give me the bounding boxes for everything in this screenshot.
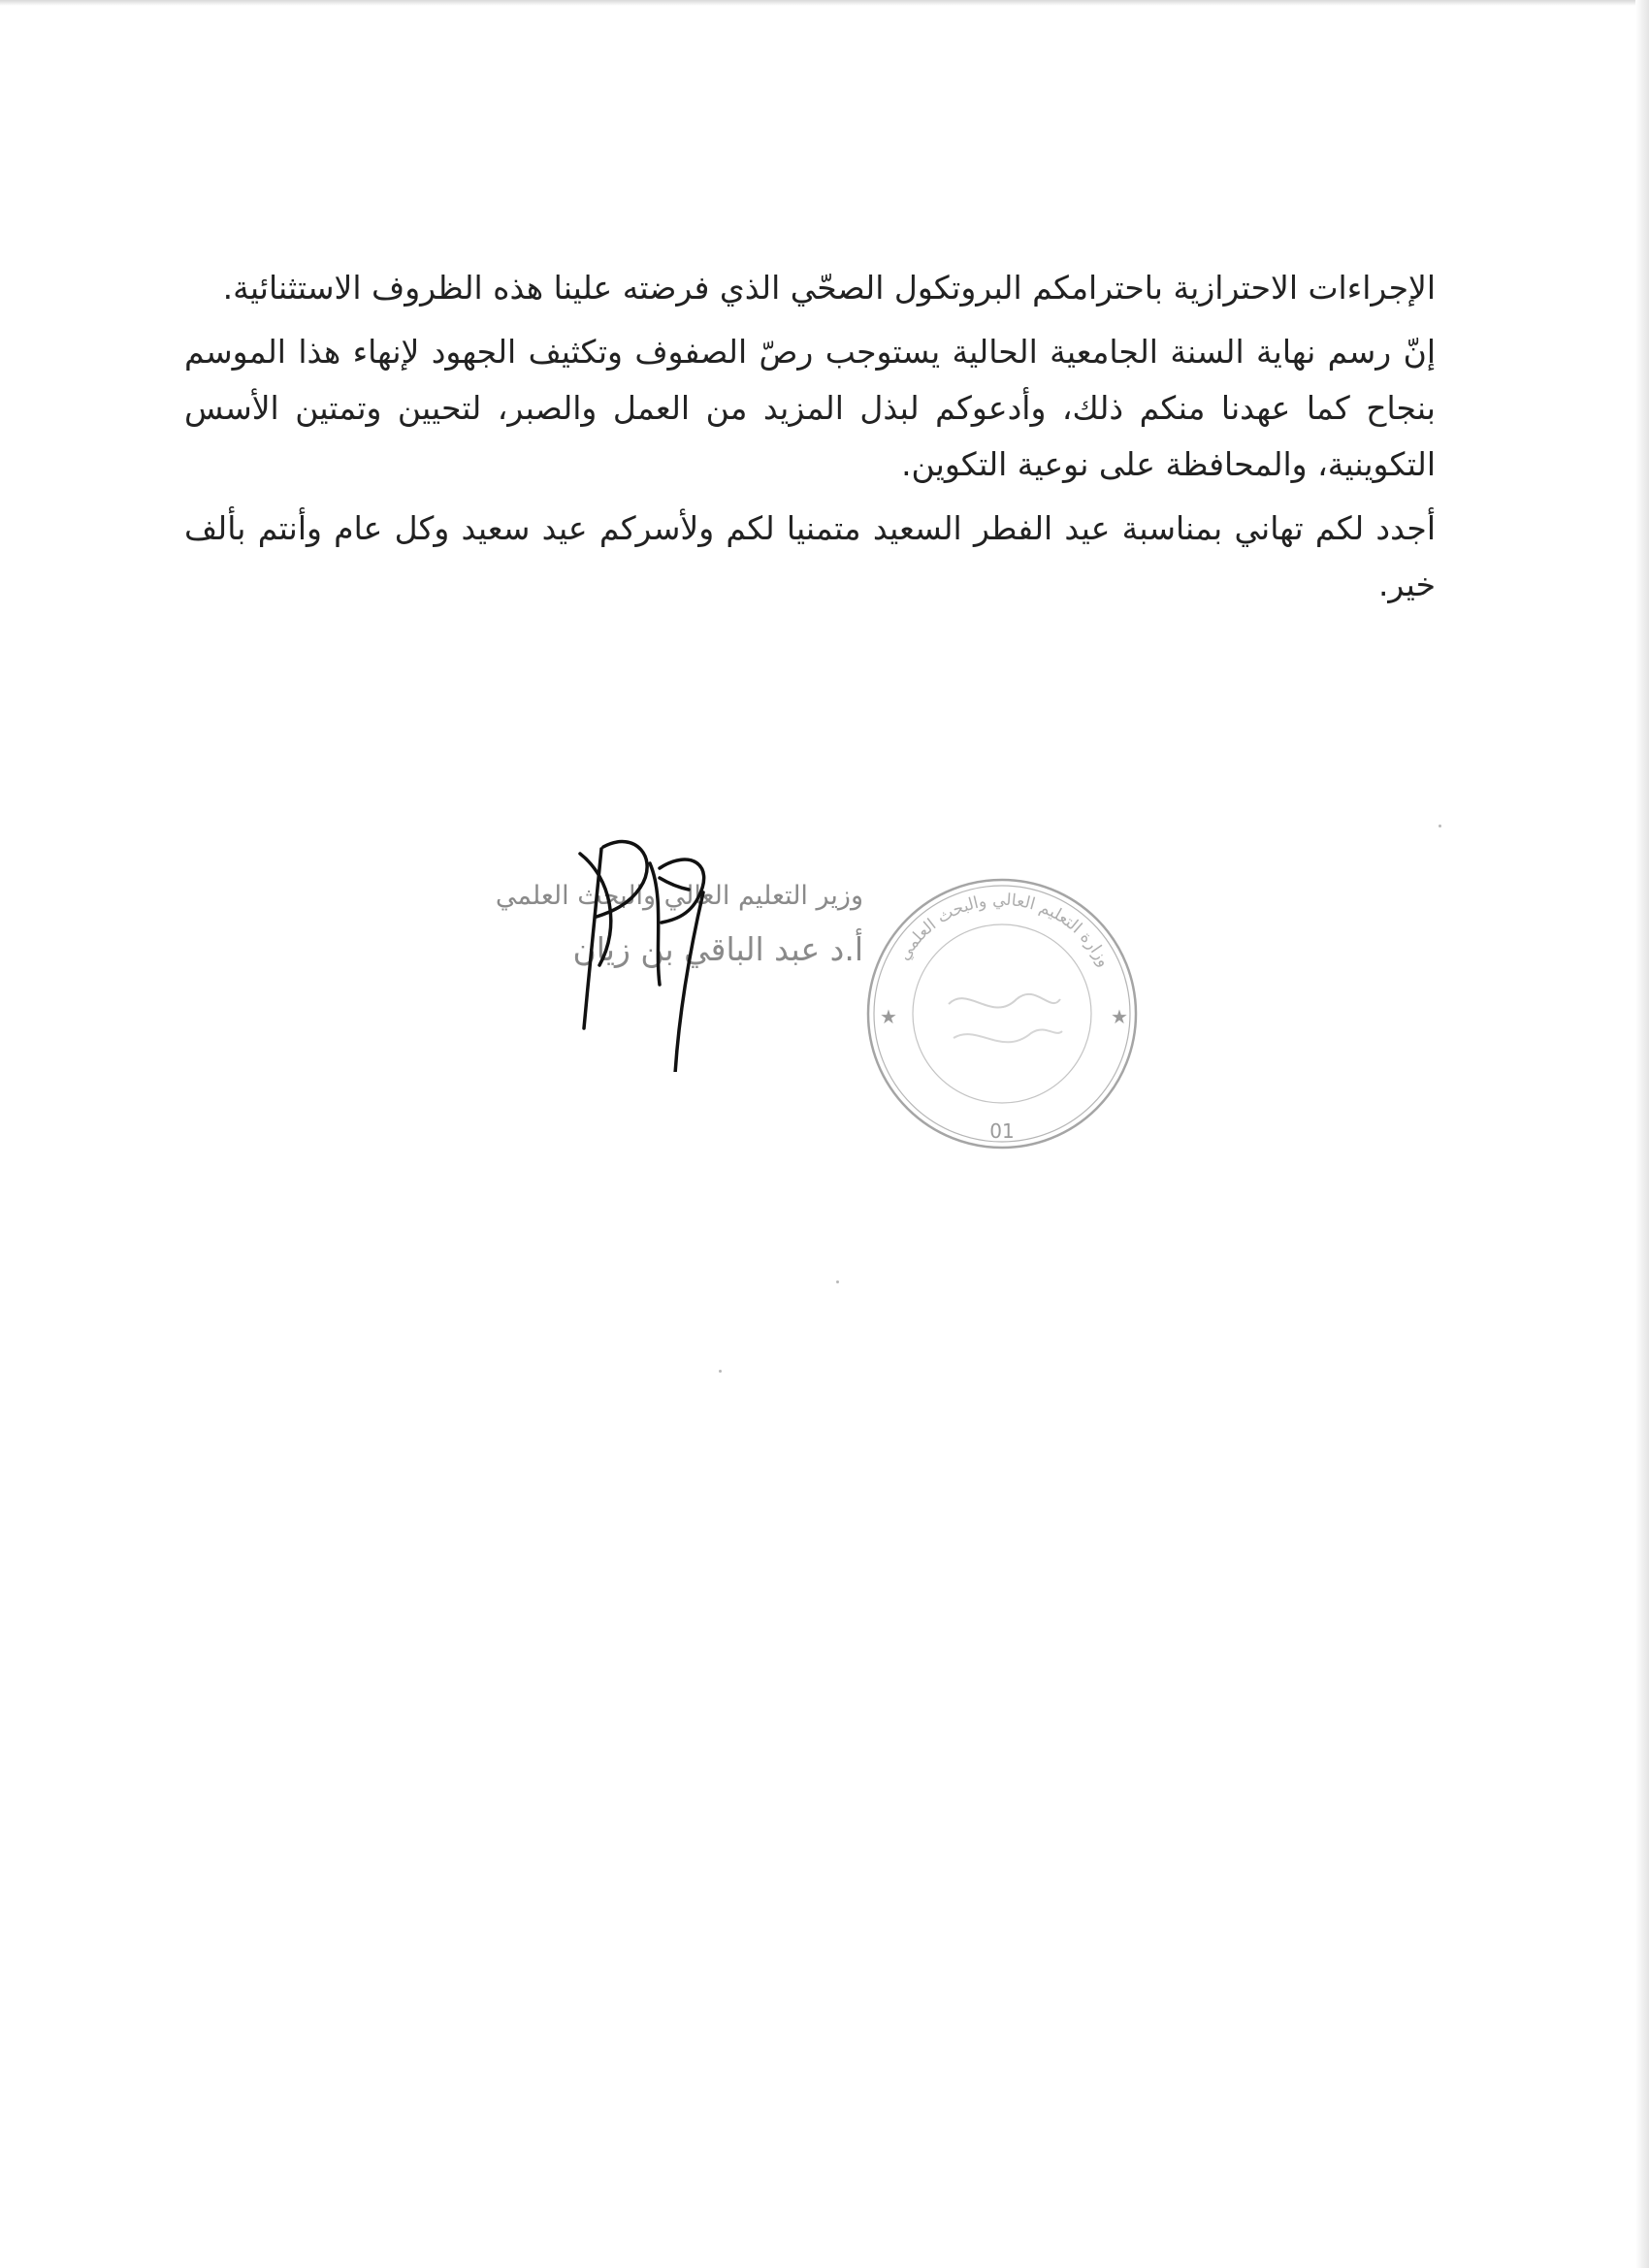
seal-ring-text-path: وزارة التعليم العالي والبحث العلمي <box>893 890 1115 971</box>
svg-text:★: ★ <box>880 1005 897 1028</box>
letter-paragraph-3: أجدد لكم تهاني بمناسبة عيد الفطر السعيد متمنيا لكم ولأسركم عيد سعيد وكل عام وأنتم بألف خير. <box>184 509 1436 603</box>
scan-edge-top <box>0 0 1649 6</box>
letter-paragraph-1: الإجراءات الاحترازية باحترامكم البروتكول الصحّي الذي فرضته علينا هذه الظروف الاستثنائية. <box>222 269 1436 307</box>
signatory-title: وزير التعليم العالي والبحث العلمي <box>495 881 863 911</box>
scan-speck <box>719 1370 722 1373</box>
seal-number: 01 <box>989 1119 1015 1143</box>
official-seal-stamp <box>857 868 1148 1159</box>
handwritten-signature <box>543 820 737 1072</box>
scan-speck <box>836 1280 839 1283</box>
signatory-name: أ.د عبد الباقي بن زيان <box>572 930 863 968</box>
scan-edge-right <box>1635 0 1649 2268</box>
scan-speck <box>1439 825 1441 827</box>
letter-body <box>184 260 1436 621</box>
svg-text:★: ★ <box>1111 1005 1128 1028</box>
letter-paragraph-2: إنّ رسم نهاية السنة الجامعية الحالية يستوجب رصّ الصفوف وتكثيف الجهود لإنهاء هذا الموسم بنجاح كما عهدنا منكم ذلك، وأدعوكم لبذل المزيد من العمل والصبر، لتحيين وتمتين الأسس التكوينية، والمحافظة على نوعية التكوين. <box>184 333 1436 483</box>
